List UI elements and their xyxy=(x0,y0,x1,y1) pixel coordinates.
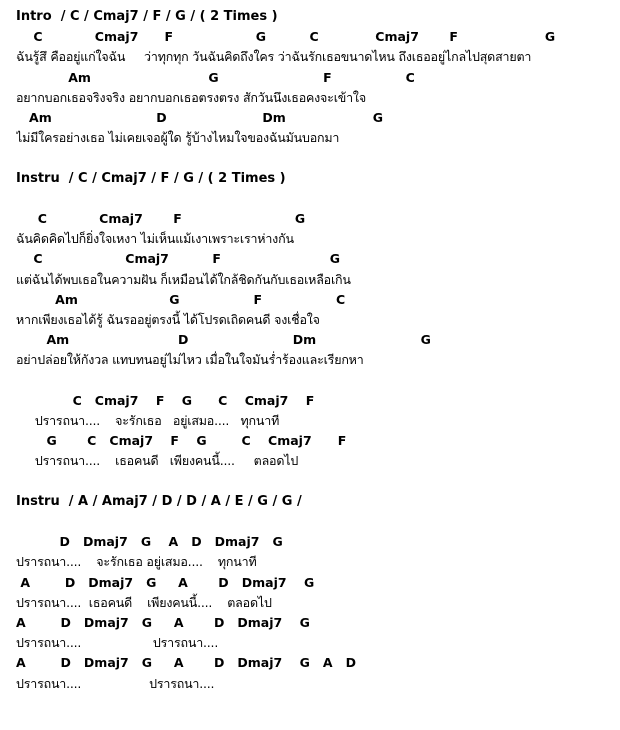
chord-line: C Cmaj7 F G C Cmaj7 F xyxy=(16,392,315,408)
chord-line: C Cmaj7 F G C Cmaj7 F G xyxy=(16,29,556,45)
blank-line xyxy=(16,512,620,532)
chord-line: C Cmaj7 F G xyxy=(16,211,306,226)
chord-line: C Cmaj7 F G xyxy=(16,251,340,267)
lyric-line: ปรารถนา.... จะรักเธอ อยู่เสมอ.... ทุกนาที xyxy=(16,413,280,428)
section-header: Intro / C / Cmaj7 / F / G / ( 2 Times ) xyxy=(16,9,278,24)
lyric-line: ไม่มีใครอย่างเธอ ไม่เคยเจอผู้ใด รู้บ้างไหมใจของฉันมันบอกมา xyxy=(16,130,340,146)
chord-line: A D Dmaj7 G A D Dmaj7 G xyxy=(16,574,315,590)
chord-line: A D Dmaj7 G A D Dmaj7 G A D xyxy=(16,655,357,671)
lyric-line: อยากบอกเธอจริงจริง อยากบอกเธอตรงตรง สักวันนึงเธอคงจะเข้าใจ xyxy=(16,89,366,105)
lyric-line: ปรารถนา.... เธอคนดี เพียงคนนี้.... ตลอดไป xyxy=(16,453,299,469)
chord-line: Am G F C xyxy=(16,69,415,85)
chord-line: Am D Dm G xyxy=(16,110,384,125)
blank-line xyxy=(16,371,620,391)
blank-line xyxy=(16,189,620,209)
lyric-line: ฉันรู้สึ คืออยู่แก่ใจฉัน ว่าทุกทุก วันฉันคิดถึงใคร ว่าฉันรักเธอขนาดไหน ถึงเธออยู่ไกลไปสุดสายตา xyxy=(16,49,532,65)
blank-line xyxy=(16,472,620,492)
lyric-line: อย่าปล่อยให้กังวล แทบทนอยู่ไม่ไหว เมื่อในใจมันร่ำร้องและเรียกหา xyxy=(16,352,364,368)
chord-line: Am G F C xyxy=(16,291,346,307)
chord-line: D Dmaj7 G A D Dmaj7 G xyxy=(16,534,283,550)
section-header: Instru / C / Cmaj7 / F / G / ( 2 Times ) xyxy=(16,170,286,186)
lyric-line: แต่ฉันได้พบเธอในความฝัน ก็เหมือนได้ใกล้ชิดกันกับเธอเหลือเกิน xyxy=(16,271,351,287)
chord-line: A D Dmaj7 G A D Dmaj7 G xyxy=(16,615,310,630)
lyric-line: ปรารถนา.... ปรารถนา.... xyxy=(16,675,215,691)
chord-line: Am D Dm G xyxy=(16,332,431,348)
section-header: Instru / A / Amaj7 / D / D / A / E / G / G / xyxy=(16,493,302,509)
chord-line: G C Cmaj7 F G C Cmaj7 F xyxy=(16,433,347,449)
lyric-line: หากเพียงเธอได้รู้ ฉันรออยู่ตรงนี้ ได้โปรดเถิดคนดี จงเชื่อใจ xyxy=(16,312,320,327)
lyric-line: ปรารถนา.... เธอคนดี เพียงคนนี้.... ตลอดไป xyxy=(16,594,272,610)
lyric-line: ปรารถนา.... ปรารถนา.... xyxy=(16,635,219,651)
lyric-line: ฉันคิดคิดไปก็ยิ่งใจเหงา ไม่เห็นแม้เงาเพราะเราห่างกัน xyxy=(16,231,294,247)
lyric-line: ปรารถนา.... จะรักเธอ อยู่เสมอ.... ทุกนาที xyxy=(16,554,257,570)
blank-line xyxy=(16,148,620,168)
